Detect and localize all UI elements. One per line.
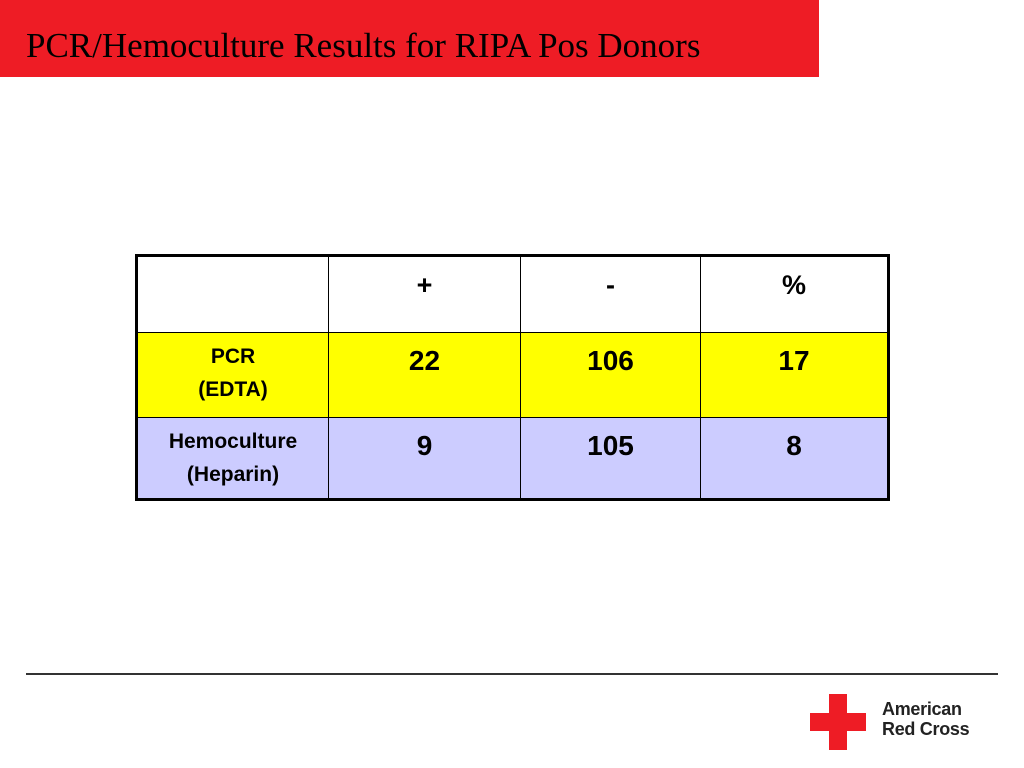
hemoculture-percent-value: 8	[701, 418, 889, 500]
table-header-row	[137, 256, 889, 333]
header-cell-positive: +	[329, 256, 521, 333]
table-row-hemoculture	[137, 418, 889, 500]
red-cross-icon	[810, 694, 866, 750]
hemoculture-negative-value: 105	[521, 418, 701, 500]
row-label-line2: (Heparin)	[186, 463, 280, 486]
pcr-negative-value: 106	[521, 333, 701, 418]
logo-wordmark	[882, 699, 969, 739]
row-label-pcr	[137, 333, 329, 418]
header-cell-percent: %	[701, 256, 889, 333]
pcr-percent-value: 17	[701, 333, 889, 418]
hemoculture-positive-value: 9	[329, 418, 521, 500]
logo-line2: Red Cross	[882, 719, 970, 739]
table-row-pcr	[137, 333, 889, 418]
logo-line1: American	[882, 699, 962, 719]
row-label-line2: (EDTA)	[198, 378, 268, 401]
header-cell-empty	[137, 256, 329, 333]
slide-title: PCR/Hemoculture Results for RIPA Pos Donors	[26, 26, 701, 65]
pcr-positive-value: 22	[329, 333, 521, 418]
row-label-line1: PCR	[210, 345, 256, 368]
results-table	[135, 254, 890, 501]
footer-divider	[26, 673, 998, 675]
header-cell-negative: -	[521, 256, 701, 333]
row-label-line1: Hemoculture	[168, 430, 298, 453]
row-label-hemoculture	[137, 418, 329, 500]
